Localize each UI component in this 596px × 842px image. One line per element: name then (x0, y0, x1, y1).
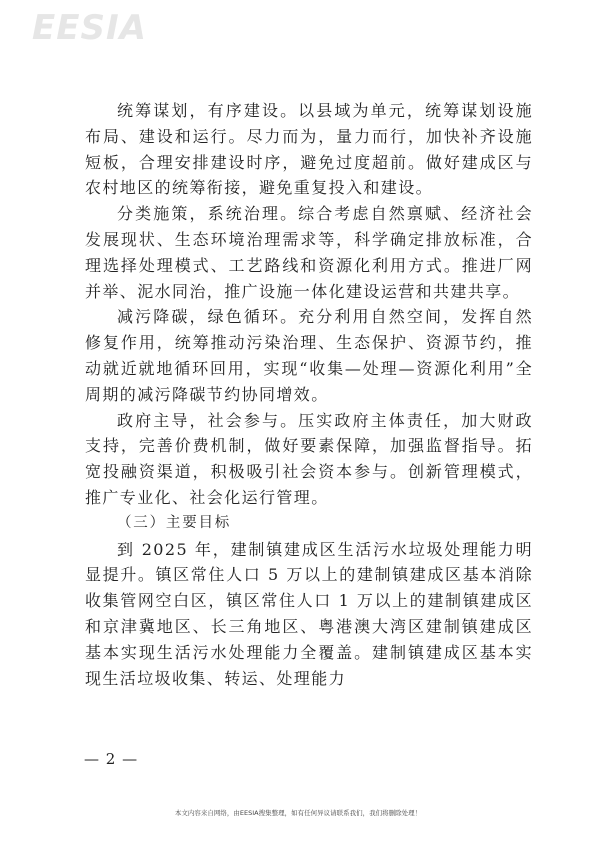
eesia-logo: EESIA (32, 8, 147, 48)
paragraph-government-led: 政府主导，社会参与。压实政府主体责任，加大财政支持，完善价费机制，做好要素保障，加强监督指导。拓宽投融资渠道，积极吸引社会资本参与。创新管理模式，推广专业化、社会化运行管理。 (85, 410, 533, 507)
paragraph-classification: 分类施策，系统治理。综合考虑自然禀赋、经济社会发展现状、生态环境治理需求等，科学确定排放标准，合理选择处理模式、工艺路线和资源化利用方式。推进厂网并举、泥水同治，推广设施一体化建设运营和共建共享。 (85, 204, 533, 301)
page-number: — 2 — (84, 750, 139, 768)
paragraph-carbon-reduction: 减污降碳，绿色循环。充分利用自然空间，发挥自然修复作用，统筹推动污染治理、生态保护、资源节约，推动就近就地循环回用，实现“收集—处理—资源化利用”全周期的减污降碳节约协同增效。 (85, 307, 533, 404)
paragraph-main-goals: 到 2025 年，建制镇建成区生活污水垃圾处理能力明显提升。镇区常住人口 5 万以上的建制镇建成区基本消除收集管网空白区，镇区常住人口 1 万以上的建制镇建成区和京津冀地区、长三角地区、粤港澳大湾区建制镇建成区基本实现生活污水处理能力全覆盖。建制镇建成区基本实现生活垃圾收集、转运、处理能力 (85, 539, 533, 688)
document-body (85, 98, 533, 691)
footer-disclaimer: 本文内容来自网络，由EESIA搜集整理，如有任何异议请联系我们，我们将删除处理！ (174, 809, 422, 817)
section-heading: （三）主要目标 (117, 514, 232, 531)
paragraph-planning: 统筹谋划，有序建设。以县域为单元，统筹谋划设施布局、建设和运行。尽力而为，量力而行，加快补齐设施短板，合理安排建设时序，避免过度超前。做好建成区与农村地区的统筹衔接，避免重复投入和建设。 (85, 101, 533, 198)
